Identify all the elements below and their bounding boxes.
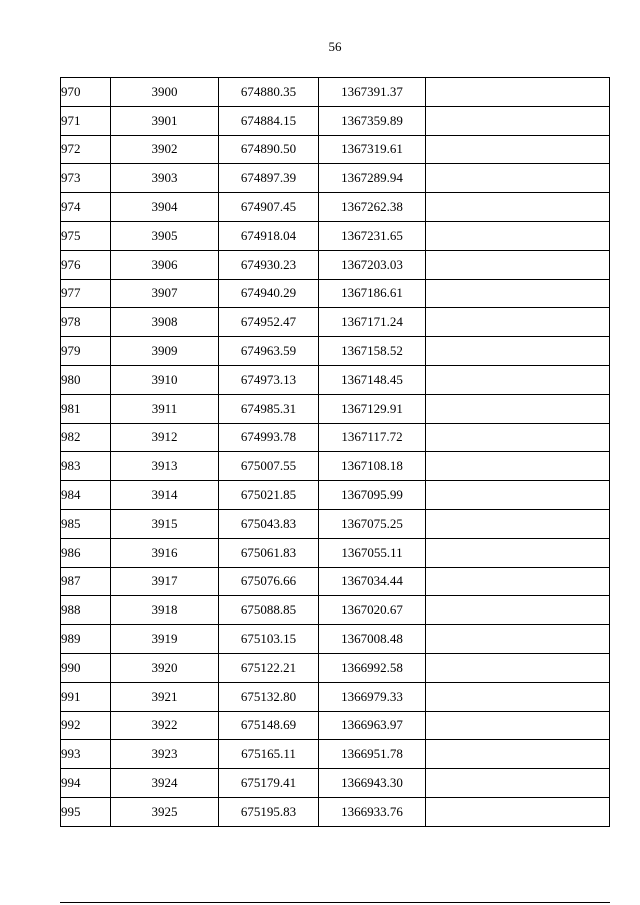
y-coordinate-cell: 1367020.67 xyxy=(319,596,426,625)
row-number-cell: 980 xyxy=(61,365,111,394)
table-row xyxy=(61,221,610,250)
y-coordinate-cell: 1366992.58 xyxy=(319,653,426,682)
point-id-cell: 3916 xyxy=(111,538,219,567)
row-number-cell: 987 xyxy=(61,567,111,596)
x-coordinate-cell: 674897.39 xyxy=(219,164,319,193)
point-id-cell: 3912 xyxy=(111,423,219,452)
x-coordinate-cell: 675007.55 xyxy=(219,452,319,481)
row-number-cell: 971 xyxy=(61,106,111,135)
note-cell xyxy=(426,308,610,337)
table-row xyxy=(61,279,610,308)
row-number-cell: 988 xyxy=(61,596,111,625)
row-number-cell: 990 xyxy=(61,653,111,682)
row-number-cell: 986 xyxy=(61,538,111,567)
note-cell xyxy=(426,740,610,769)
note-cell xyxy=(426,538,610,567)
point-id-cell: 3903 xyxy=(111,164,219,193)
row-number-cell: 983 xyxy=(61,452,111,481)
note-cell xyxy=(426,682,610,711)
point-id-cell: 3915 xyxy=(111,509,219,538)
row-number-cell: 989 xyxy=(61,625,111,654)
point-id-cell: 3914 xyxy=(111,481,219,510)
table-row xyxy=(61,596,610,625)
point-id-cell: 3909 xyxy=(111,337,219,366)
row-number-cell: 978 xyxy=(61,308,111,337)
x-coordinate-cell: 674993.78 xyxy=(219,423,319,452)
table-row xyxy=(61,452,610,481)
table-row xyxy=(61,394,610,423)
row-number-cell: 979 xyxy=(61,337,111,366)
row-number-cell: 976 xyxy=(61,250,111,279)
y-coordinate-cell: 1367319.61 xyxy=(319,135,426,164)
y-coordinate-cell: 1366963.97 xyxy=(319,711,426,740)
row-number-cell: 973 xyxy=(61,164,111,193)
x-coordinate-cell: 674930.23 xyxy=(219,250,319,279)
table-row xyxy=(61,711,610,740)
y-coordinate-cell: 1367055.11 xyxy=(319,538,426,567)
note-cell xyxy=(426,509,610,538)
x-coordinate-cell: 675148.69 xyxy=(219,711,319,740)
x-coordinate-cell: 674973.13 xyxy=(219,365,319,394)
row-number-cell: 981 xyxy=(61,394,111,423)
point-id-cell: 3923 xyxy=(111,740,219,769)
point-id-cell: 3924 xyxy=(111,769,219,798)
table-row xyxy=(61,625,610,654)
table-row xyxy=(61,653,610,682)
row-number-cell: 972 xyxy=(61,135,111,164)
y-coordinate-cell: 1366943.30 xyxy=(319,769,426,798)
note-cell xyxy=(426,797,610,826)
point-id-cell: 3910 xyxy=(111,365,219,394)
y-coordinate-cell: 1367095.99 xyxy=(319,481,426,510)
x-coordinate-cell: 675179.41 xyxy=(219,769,319,798)
y-coordinate-cell: 1367129.91 xyxy=(319,394,426,423)
point-id-cell: 3921 xyxy=(111,682,219,711)
x-coordinate-cell: 674985.31 xyxy=(219,394,319,423)
note-cell xyxy=(426,279,610,308)
table-row xyxy=(61,740,610,769)
y-coordinate-cell: 1367034.44 xyxy=(319,567,426,596)
y-coordinate-cell: 1367203.03 xyxy=(319,250,426,279)
note-cell xyxy=(426,711,610,740)
row-number-cell: 995 xyxy=(61,797,111,826)
x-coordinate-cell: 674890.50 xyxy=(219,135,319,164)
table-row xyxy=(61,106,610,135)
y-coordinate-cell: 1367262.38 xyxy=(319,193,426,222)
row-number-cell: 982 xyxy=(61,423,111,452)
y-coordinate-cell: 1367171.24 xyxy=(319,308,426,337)
row-number-cell: 993 xyxy=(61,740,111,769)
point-id-cell: 3901 xyxy=(111,106,219,135)
footer-rule xyxy=(60,902,610,903)
row-number-cell: 984 xyxy=(61,481,111,510)
point-id-cell: 3905 xyxy=(111,221,219,250)
y-coordinate-cell: 1366979.33 xyxy=(319,682,426,711)
y-coordinate-cell: 1366933.76 xyxy=(319,797,426,826)
table-body xyxy=(61,78,610,827)
y-coordinate-cell: 1367008.48 xyxy=(319,625,426,654)
x-coordinate-cell: 675165.11 xyxy=(219,740,319,769)
point-id-cell: 3919 xyxy=(111,625,219,654)
x-coordinate-cell: 674907.45 xyxy=(219,193,319,222)
x-coordinate-cell: 675132.80 xyxy=(219,682,319,711)
point-id-cell: 3918 xyxy=(111,596,219,625)
point-id-cell: 3925 xyxy=(111,797,219,826)
row-number-cell: 991 xyxy=(61,682,111,711)
note-cell xyxy=(426,625,610,654)
table-row xyxy=(61,423,610,452)
y-coordinate-cell: 1367075.25 xyxy=(319,509,426,538)
x-coordinate-cell: 675043.83 xyxy=(219,509,319,538)
x-coordinate-cell: 675195.83 xyxy=(219,797,319,826)
table-row xyxy=(61,78,610,107)
note-cell xyxy=(426,193,610,222)
row-number-cell: 977 xyxy=(61,279,111,308)
table-row xyxy=(61,337,610,366)
table-row xyxy=(61,567,610,596)
x-coordinate-cell: 674952.47 xyxy=(219,308,319,337)
note-cell xyxy=(426,365,610,394)
note-cell xyxy=(426,769,610,798)
note-cell xyxy=(426,394,610,423)
y-coordinate-cell: 1367231.65 xyxy=(319,221,426,250)
table-row xyxy=(61,308,610,337)
y-coordinate-cell: 1367117.72 xyxy=(319,423,426,452)
point-id-cell: 3906 xyxy=(111,250,219,279)
note-cell xyxy=(426,452,610,481)
table-row xyxy=(61,164,610,193)
point-id-cell: 3902 xyxy=(111,135,219,164)
note-cell xyxy=(426,481,610,510)
note-cell xyxy=(426,221,610,250)
point-id-cell: 3907 xyxy=(111,279,219,308)
x-coordinate-cell: 674880.35 xyxy=(219,78,319,107)
row-number-cell: 970 xyxy=(61,78,111,107)
x-coordinate-cell: 674884.15 xyxy=(219,106,319,135)
note-cell xyxy=(426,337,610,366)
note-cell xyxy=(426,78,610,107)
note-cell xyxy=(426,567,610,596)
point-id-cell: 3922 xyxy=(111,711,219,740)
note-cell xyxy=(426,250,610,279)
point-id-cell: 3913 xyxy=(111,452,219,481)
y-coordinate-cell: 1367158.52 xyxy=(319,337,426,366)
y-coordinate-cell: 1366951.78 xyxy=(319,740,426,769)
x-coordinate-cell: 675088.85 xyxy=(219,596,319,625)
row-number-cell: 994 xyxy=(61,769,111,798)
note-cell xyxy=(426,164,610,193)
row-number-cell: 974 xyxy=(61,193,111,222)
table-row xyxy=(61,135,610,164)
x-coordinate-cell: 674940.29 xyxy=(219,279,319,308)
note-cell xyxy=(426,135,610,164)
y-coordinate-cell: 1367186.61 xyxy=(319,279,426,308)
note-cell xyxy=(426,106,610,135)
row-number-cell: 975 xyxy=(61,221,111,250)
table-row xyxy=(61,797,610,826)
note-cell xyxy=(426,596,610,625)
table-row xyxy=(61,365,610,394)
table-row xyxy=(61,682,610,711)
table-row xyxy=(61,250,610,279)
table-row xyxy=(61,193,610,222)
x-coordinate-cell: 675103.15 xyxy=(219,625,319,654)
point-id-cell: 3920 xyxy=(111,653,219,682)
y-coordinate-cell: 1367148.45 xyxy=(319,365,426,394)
row-number-cell: 985 xyxy=(61,509,111,538)
x-coordinate-cell: 675122.21 xyxy=(219,653,319,682)
table-row xyxy=(61,481,610,510)
coordinates-table xyxy=(60,77,610,827)
point-id-cell: 3908 xyxy=(111,308,219,337)
row-number-cell: 992 xyxy=(61,711,111,740)
x-coordinate-cell: 674918.04 xyxy=(219,221,319,250)
note-cell xyxy=(426,423,610,452)
table-row xyxy=(61,509,610,538)
x-coordinate-cell: 675076.66 xyxy=(219,567,319,596)
point-id-cell: 3904 xyxy=(111,193,219,222)
note-cell xyxy=(426,653,610,682)
y-coordinate-cell: 1367359.89 xyxy=(319,106,426,135)
page-number: 56 xyxy=(328,39,342,54)
y-coordinate-cell: 1367108.18 xyxy=(319,452,426,481)
y-coordinate-cell: 1367391.37 xyxy=(319,78,426,107)
x-coordinate-cell: 674963.59 xyxy=(219,337,319,366)
table-row xyxy=(61,769,610,798)
table-row xyxy=(61,538,610,567)
point-id-cell: 3900 xyxy=(111,78,219,107)
x-coordinate-cell: 675061.83 xyxy=(219,538,319,567)
point-id-cell: 3911 xyxy=(111,394,219,423)
point-id-cell: 3917 xyxy=(111,567,219,596)
x-coordinate-cell: 675021.85 xyxy=(219,481,319,510)
y-coordinate-cell: 1367289.94 xyxy=(319,164,426,193)
